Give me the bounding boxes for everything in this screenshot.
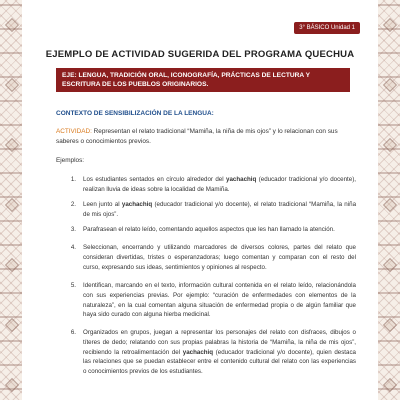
border-diamond-icon <box>383 78 397 92</box>
page-title: EJEMPLO DE ACTIVIDAD SUGERIDA DEL PROGRAMA QUECHUA <box>45 49 355 60</box>
list-item-text <box>83 175 356 195</box>
list-item-text-part: (educador tradicional y/o docente), el relato tradicional “Mamiña, la niña de mis ojos”. <box>83 201 357 218</box>
examples-label: Ejemplos: <box>56 157 85 164</box>
border-diamond-icon <box>383 18 397 32</box>
list-item-number: 6. <box>70 329 76 336</box>
border-diamond-icon <box>5 198 19 212</box>
list-item-text-part: Los estudiantes sentados en círculo alrededor del <box>83 176 227 183</box>
list-item-text-part: Identifican, marcando en el texto, información cultural contenida en el relato leído, relacionándola con sus experiencias previas. Por ejemplo: “curación de enfermedades con elementos de la naturaleza”, en la cual comentan alguna situación de enfermedad propia o de algún familiar que haya sido curado con alguna hierba medicinal. <box>83 282 356 319</box>
list-item-bold-term: yachachiq <box>121 201 153 208</box>
border-diamond-icon <box>5 78 19 92</box>
activity-label: ACTIVIDAD: <box>56 128 92 135</box>
left-decorative-border <box>0 0 22 400</box>
activity-text: Representan el relato tradicional “Mamiña, la niña de mis ojos” y lo relacionan con sus saberes o conocimientos previos. <box>56 128 338 145</box>
grade-unit-tab: 3° BÁSICO Unidad 1 <box>294 22 360 34</box>
activity-description <box>56 127 356 147</box>
list-item-text <box>83 243 356 272</box>
list-item-text-part: Parafrasean el relato leído, comentando aquellos aspectos que les han llamado la atención. <box>83 226 335 233</box>
list-item-number: 3. <box>70 226 76 233</box>
list-item-number: 2. <box>70 201 76 208</box>
list-item-text <box>83 225 356 235</box>
border-diamond-icon <box>383 378 397 392</box>
border-diamond-icon <box>5 258 19 272</box>
list-item-text-part: Organizados en grupos, juegan a representar los personajes del relato con disfraces, dibujos o títeres de dedo; relatando con sus propias palabras la historia de “Mamiña, la niña de mis ojos”, recibiendo la retroalimentación del <box>83 329 356 356</box>
right-decorative-border <box>378 0 400 400</box>
list-item-text-part: Leen junto al <box>83 201 122 208</box>
border-diamond-icon <box>383 318 397 332</box>
list-item-number: 1. <box>70 176 76 183</box>
border-diamond-icon <box>5 18 19 32</box>
border-diamond-icon <box>383 198 397 212</box>
list-item-text <box>83 200 356 220</box>
border-diamond-icon <box>5 318 19 332</box>
list-item-number: 4. <box>70 244 76 251</box>
list-item-bold-term: yachachiq <box>226 176 257 183</box>
list-item-text <box>83 281 356 320</box>
list-item-text-part: (educador tradicional y/o docente), realizan lluvia de ideas sobre la localidad de Mamiña. <box>83 176 357 193</box>
list-item-number: 5. <box>70 282 76 289</box>
axis-banner: EJE: LENGUA, TRADICIÓN ORAL, ICONOGRAFÍA, PRÁCTICAS DE LECTURA Y ESCRITURA DE LOS PUEBLOS ORIGINARIOS. <box>56 68 350 92</box>
list-item-text-part: (educador tradicional y/o docente), quien destaca las relaciones que se puedan establecer entre el contenido cultural del relato con las experiencias o conocimientos previos de los estudiantes. <box>83 348 356 376</box>
context-section-title: CONTEXTO DE SENSIBILIZACIÓN DE LA LENGUA: <box>56 110 214 117</box>
list-item-text <box>83 328 356 377</box>
border-diamond-icon <box>5 378 19 392</box>
border-diamond-icon <box>5 138 19 152</box>
border-diamond-icon <box>383 138 397 152</box>
list-item-text-part: Seleccionan, encerrando y utilizando marcadores de diversos colores, partes del relato que consideran divertidas, tristes o esperanzadoras; luego comentan y comparan con el resto del curso, expresando sus ideas, sentimientos y opiniones al respecto. <box>83 244 356 271</box>
list-item-bold-term: yachachiq <box>182 348 214 356</box>
border-diamond-icon <box>383 258 397 272</box>
